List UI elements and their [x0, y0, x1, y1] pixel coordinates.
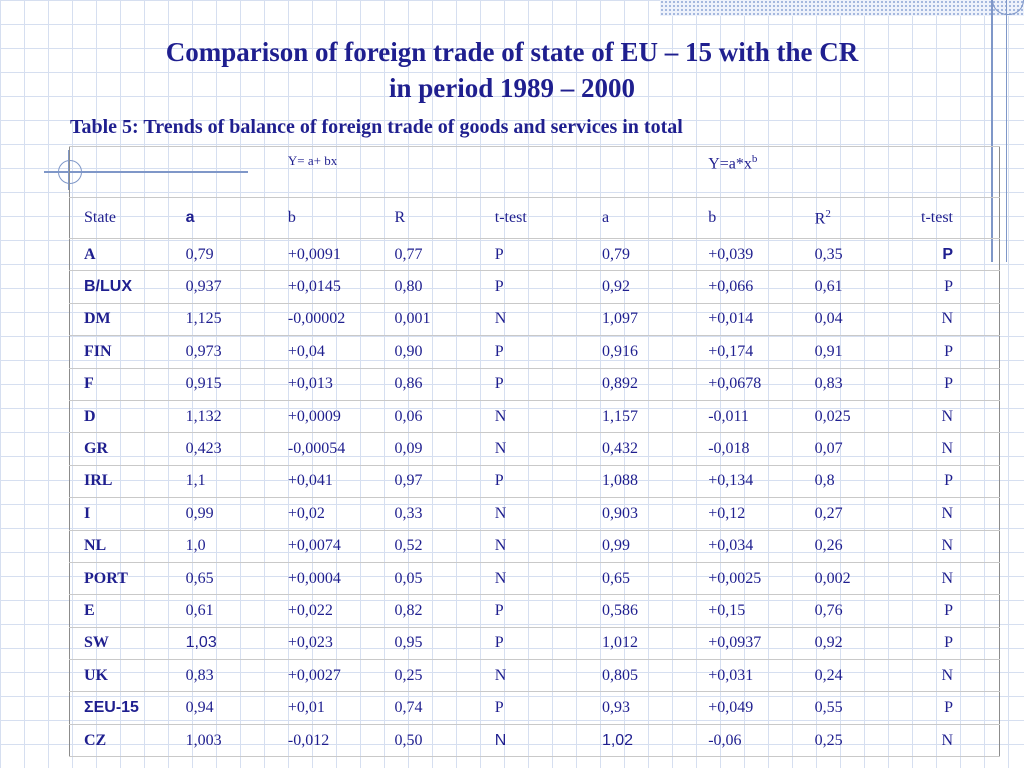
a-power-cell: 0,92: [588, 271, 694, 303]
b-power-cell: +0,066: [694, 271, 800, 303]
column-header: R: [380, 198, 480, 239]
table-row: [70, 433, 1000, 465]
a-power-cell: 0,93: [588, 692, 694, 724]
r-linear-cell: 0,90: [380, 336, 480, 368]
ttest-power-cell: N: [907, 660, 1000, 692]
ttest-linear-cell: N: [481, 433, 588, 465]
ttest-linear-cell: P: [481, 627, 588, 659]
a-power-cell: 0,903: [588, 498, 694, 530]
state-cell: B/LUX: [70, 271, 172, 303]
a-power-cell: 0,65: [588, 562, 694, 594]
ttest-power-cell: P: [907, 336, 1000, 368]
state-cell: DM: [70, 303, 172, 335]
r-linear-cell: 0,95: [380, 627, 480, 659]
ttest-power-cell: N: [907, 498, 1000, 530]
a-linear-cell: 1,1: [172, 465, 274, 497]
b-linear-cell: +0,023: [274, 627, 381, 659]
a-linear-cell: 1,0: [172, 530, 274, 562]
table-body: [70, 239, 1000, 757]
b-power-cell: -0,06: [694, 724, 800, 756]
r-linear-cell: 0,001: [380, 303, 480, 335]
table-row: [70, 400, 1000, 432]
ttest-linear-cell: P: [481, 692, 588, 724]
r2-power-cell: 0,76: [801, 595, 907, 627]
a-power-cell: 0,892: [588, 368, 694, 400]
state-cell: UK: [70, 660, 172, 692]
b-linear-cell: +0,0009: [274, 400, 381, 432]
ttest-power-cell: N: [907, 724, 1000, 756]
column-header: a: [588, 198, 694, 239]
table-row: [70, 660, 1000, 692]
r2-power-cell: 0,24: [801, 660, 907, 692]
b-linear-cell: +0,04: [274, 336, 381, 368]
linear-model-header: Y= a+ bx: [274, 147, 381, 198]
state-cell: SW: [70, 627, 172, 659]
ttest-power-cell: N: [907, 303, 1000, 335]
ttest-power-cell: P: [907, 465, 1000, 497]
ttest-linear-cell: N: [481, 724, 588, 756]
table-row: [70, 368, 1000, 400]
r-linear-cell: 0,52: [380, 530, 480, 562]
a-power-cell: 1,088: [588, 465, 694, 497]
state-cell: E: [70, 595, 172, 627]
a-linear-cell: 1,003: [172, 724, 274, 756]
state-cell: NL: [70, 530, 172, 562]
b-power-cell: +0,034: [694, 530, 800, 562]
ttest-power-cell: N: [907, 433, 1000, 465]
r2-power-cell: 0,04: [801, 303, 907, 335]
b-linear-cell: -0,012: [274, 724, 381, 756]
b-linear-cell: +0,02: [274, 498, 381, 530]
b-power-cell: +0,0678: [694, 368, 800, 400]
r-linear-cell: 0,74: [380, 692, 480, 724]
a-power-cell: 0,432: [588, 433, 694, 465]
b-linear-cell: -0,00054: [274, 433, 381, 465]
ttest-power-cell: P: [907, 595, 1000, 627]
b-linear-cell: -0,00002: [274, 303, 381, 335]
r-linear-cell: 0,77: [380, 239, 480, 271]
ttest-power-cell: P: [907, 239, 1000, 271]
b-linear-cell: +0,041: [274, 465, 381, 497]
ttest-linear-cell: N: [481, 660, 588, 692]
a-linear-cell: 1,125: [172, 303, 274, 335]
ttest-power-cell: P: [907, 692, 1000, 724]
r-linear-cell: 0,80: [380, 271, 480, 303]
state-cell: I: [70, 498, 172, 530]
b-linear-cell: +0,0145: [274, 271, 381, 303]
table-row: [70, 627, 1000, 659]
b-linear-cell: +0,01: [274, 692, 381, 724]
a-linear-cell: 0,79: [172, 239, 274, 271]
table-row: [70, 530, 1000, 562]
column-header: t-test: [907, 198, 1000, 239]
column-header: State: [70, 198, 172, 239]
table-row: [70, 239, 1000, 271]
b-power-cell: -0,018: [694, 433, 800, 465]
ttest-power-cell: P: [907, 627, 1000, 659]
slide-title: [0, 34, 1024, 106]
r2-power-cell: 0,92: [801, 627, 907, 659]
r-linear-cell: 0,97: [380, 465, 480, 497]
title-line-2: in period 1989 – 2000: [388, 73, 636, 103]
state-cell: FIN: [70, 336, 172, 368]
r2-power-cell: 0,25: [801, 724, 907, 756]
ttest-linear-cell: N: [481, 530, 588, 562]
ttest-linear-cell: P: [481, 239, 588, 271]
ttest-power-cell: N: [907, 562, 1000, 594]
ttest-power-cell: P: [907, 271, 1000, 303]
table-row: [70, 724, 1000, 756]
a-power-cell: 1,02: [588, 724, 694, 756]
column-header: b: [694, 198, 800, 239]
a-linear-cell: 0,61: [172, 595, 274, 627]
b-linear-cell: +0,0004: [274, 562, 381, 594]
b-linear-cell: +0,013: [274, 368, 381, 400]
state-cell: A: [70, 239, 172, 271]
b-power-cell: +0,039: [694, 239, 800, 271]
column-header: a: [172, 198, 274, 239]
state-cell: ΣEU-15: [70, 692, 172, 724]
r2-power-cell: 0,27: [801, 498, 907, 530]
table-row: [70, 303, 1000, 335]
ttest-linear-cell: N: [481, 400, 588, 432]
a-power-cell: 0,805: [588, 660, 694, 692]
decorative-dotted-strip: [660, 0, 1024, 16]
a-power-cell: 0,586: [588, 595, 694, 627]
r2-power-cell: 0,025: [801, 400, 907, 432]
b-linear-cell: +0,0091: [274, 239, 381, 271]
r2-power-cell: 0,83: [801, 368, 907, 400]
b-power-cell: -0,011: [694, 400, 800, 432]
ttest-linear-cell: P: [481, 595, 588, 627]
b-power-cell: +0,0025: [694, 562, 800, 594]
title-line-1: Comparison of foreign trade of state of EU – 15 with the CR: [165, 37, 859, 67]
a-linear-cell: 0,973: [172, 336, 274, 368]
a-linear-cell: 0,94: [172, 692, 274, 724]
power-model-header: $Y=a*x^b$: [694, 147, 800, 198]
state-cell: IRL: [70, 465, 172, 497]
b-linear-cell: +0,022: [274, 595, 381, 627]
a-linear-cell: 0,915: [172, 368, 274, 400]
table-row: [70, 465, 1000, 497]
b-power-cell: +0,174: [694, 336, 800, 368]
ttest-power-cell: P: [907, 368, 1000, 400]
a-power-cell: 1,097: [588, 303, 694, 335]
ttest-linear-cell: P: [481, 336, 588, 368]
a-power-cell: 0,99: [588, 530, 694, 562]
ttest-linear-cell: N: [481, 303, 588, 335]
r-linear-cell: 0,09: [380, 433, 480, 465]
a-linear-cell: 0,65: [172, 562, 274, 594]
r2-power-cell: 0,61: [801, 271, 907, 303]
r2-power-cell: 0,91: [801, 336, 907, 368]
table-row: [70, 692, 1000, 724]
column-header: t-test: [481, 198, 588, 239]
a-power-cell: 1,157: [588, 400, 694, 432]
r-linear-cell: 0,33: [380, 498, 480, 530]
state-cell: F: [70, 368, 172, 400]
trade-balance-table: [69, 146, 1000, 757]
column-header: $R^2$: [801, 198, 907, 239]
a-power-cell: 1,012: [588, 627, 694, 659]
ttest-linear-cell: P: [481, 368, 588, 400]
b-power-cell: +0,031: [694, 660, 800, 692]
state-cell: GR: [70, 433, 172, 465]
b-power-cell: +0,0937: [694, 627, 800, 659]
r-linear-cell: 0,82: [380, 595, 480, 627]
a-power-cell: 0,79: [588, 239, 694, 271]
r-linear-cell: 0,50: [380, 724, 480, 756]
r-linear-cell: 0,06: [380, 400, 480, 432]
state-cell: PORT: [70, 562, 172, 594]
table-group-header-row: [70, 147, 1000, 198]
b-linear-cell: +0,0027: [274, 660, 381, 692]
column-header: b: [274, 198, 381, 239]
table-row: [70, 498, 1000, 530]
ttest-linear-cell: N: [481, 562, 588, 594]
r2-power-cell: 0,07: [801, 433, 907, 465]
table-row: [70, 271, 1000, 303]
a-linear-cell: 1,03: [172, 627, 274, 659]
ttest-linear-cell: P: [481, 465, 588, 497]
b-power-cell: +0,014: [694, 303, 800, 335]
table-row: [70, 595, 1000, 627]
b-power-cell: +0,134: [694, 465, 800, 497]
r2-power-cell: 0,26: [801, 530, 907, 562]
b-power-cell: +0,15: [694, 595, 800, 627]
table-column-header-row: [70, 198, 1000, 239]
r-linear-cell: 0,25: [380, 660, 480, 692]
table-row: [70, 562, 1000, 594]
b-linear-cell: +0,0074: [274, 530, 381, 562]
r-linear-cell: 0,86: [380, 368, 480, 400]
r2-power-cell: 0,8: [801, 465, 907, 497]
ttest-power-cell: N: [907, 400, 1000, 432]
r2-power-cell: 0,55: [801, 692, 907, 724]
table-caption: Table 5: Trends of balance of foreign trade of goods and services in total: [70, 116, 683, 138]
state-cell: D: [70, 400, 172, 432]
ttest-power-cell: N: [907, 530, 1000, 562]
a-linear-cell: 0,99: [172, 498, 274, 530]
b-power-cell: +0,12: [694, 498, 800, 530]
a-linear-cell: 1,132: [172, 400, 274, 432]
ttest-linear-cell: P: [481, 271, 588, 303]
a-linear-cell: 0,423: [172, 433, 274, 465]
b-power-cell: +0,049: [694, 692, 800, 724]
a-power-cell: 0,916: [588, 336, 694, 368]
a-linear-cell: 0,937: [172, 271, 274, 303]
state-cell: CZ: [70, 724, 172, 756]
r-linear-cell: 0,05: [380, 562, 480, 594]
a-linear-cell: 0,83: [172, 660, 274, 692]
r2-power-cell: 0,002: [801, 562, 907, 594]
r2-power-cell: 0,35: [801, 239, 907, 271]
ttest-linear-cell: N: [481, 498, 588, 530]
table-row: [70, 336, 1000, 368]
